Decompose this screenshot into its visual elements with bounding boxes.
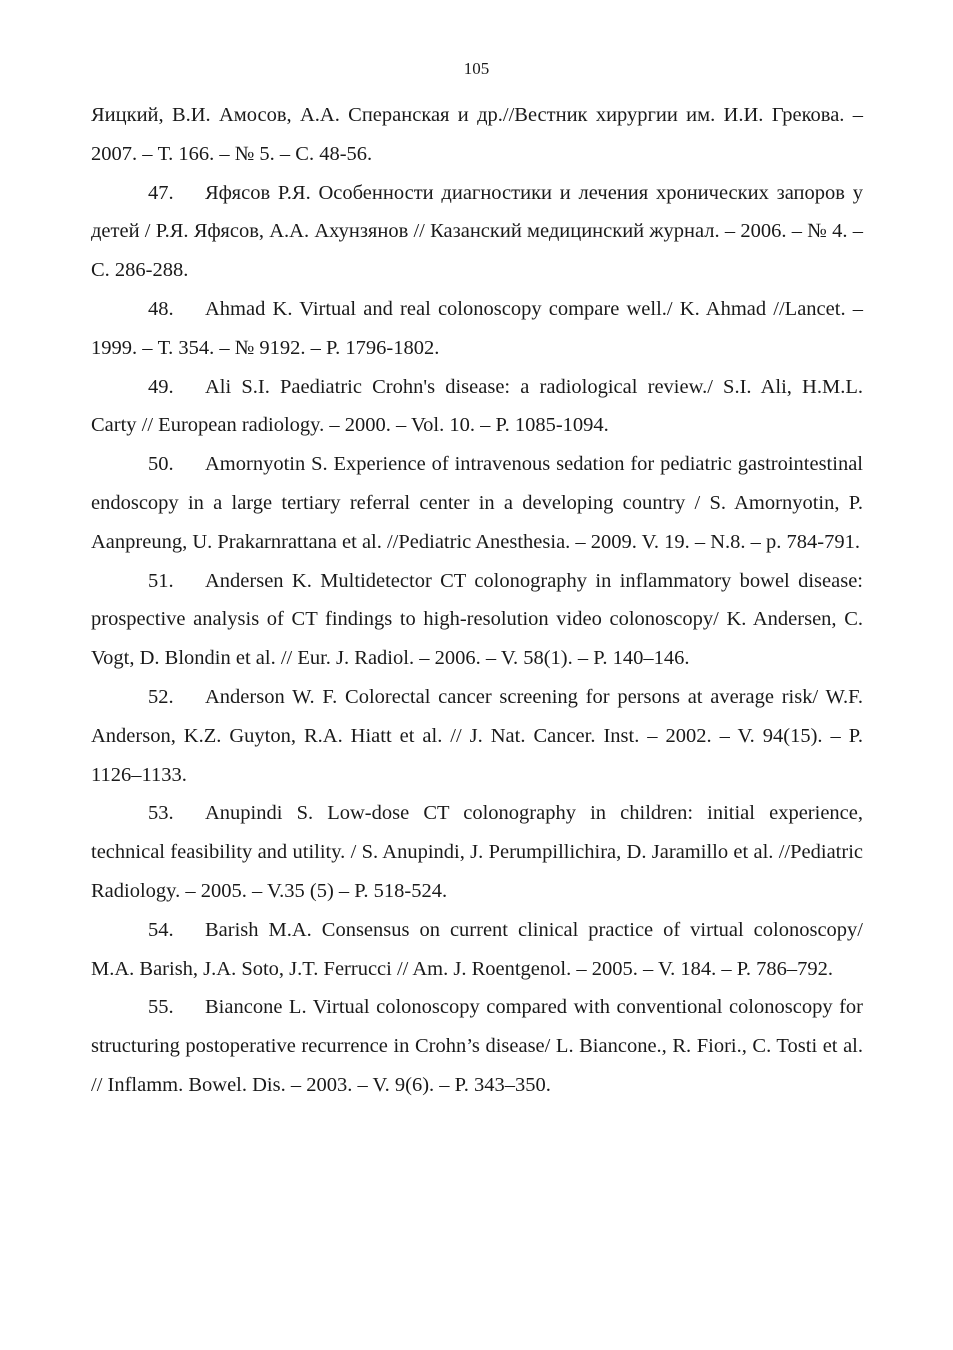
reference-number: 55. [148, 996, 174, 1019]
reference-number: 53. [148, 802, 174, 825]
reference-number: 47. [148, 181, 174, 204]
reference-item [91, 794, 863, 910]
reference-text: Ali S.I. Paediatric Crohn's disease: a radiological review./ S.I. Ali, H.M.L. Carty // European radiology. – 2000. – Vol. 10. – P. 1085-1094. [91, 375, 863, 437]
reference-continuation: Яицкий, В.И. Амосов, А.А. Сперанская и др.//Вестник хирургии им. И.И. Грекова. – 2007. – Т. 166. – № 5. – С. 48-56. [91, 104, 863, 165]
reference-number: 49. [148, 375, 174, 398]
reference-text: Barish M.A. Consensus on current clinical practice of virtual colonoscopy/ M.A. Barish, J.A. Soto, J.T. Ferrucci // Am. J. Roentgenol. – 2005. – V. 184. – P. 786–792. [91, 918, 863, 980]
reference-item [91, 911, 863, 989]
reference-number: 48. [148, 297, 174, 320]
reference-number: 54. [148, 918, 174, 941]
reference-text: Amornyotin S. Experience of intravenous sedation for pediatric gastrointestinal endoscopy in a large tertiary referral center in a developing country / S. Amornyotin, P. Aanpreung, U. Prakarnrattana et al. //Pediatric Anesthesia. – 2009. V. 19. – N.8. – p. 784-791. [91, 453, 863, 553]
reference-text: Anderson W. F. Colorectal cancer screening for persons at average risk/ W.F. Anderson, K.Z. Guyton, R.A. Hiatt et al. // J. Nat. Cancer. Inst. – 2002. – V. 94(15). – P. 1126–1133. [91, 685, 863, 786]
reference-item [91, 290, 863, 368]
reference-text: Andersen K. Multidetector CT colonography in inflammatory bowel disease: prospective analysis of CT findings to high-resolution video colonoscopy/ K. Andersen, C. Vogt, D. Blondin et al. // Eur. J. Radiol. – 2006. – V. 58(1). – P. 140–146. [91, 569, 863, 670]
reference-item [91, 368, 863, 446]
reference-text: Biancone L. Virtual colonoscopy compared with conventional colonoscopy for structuring postoperative recurrence in Crohn’s disease/ L. Biancone., R. Fiori., C. Tosti et al. // Inflamm. Bowel. Dis. – 2003. – V. 9(6). – P. 343–350. [91, 996, 863, 1096]
reference-list [91, 96, 863, 1105]
page-number: 105 [463, 59, 490, 78]
reference-item [91, 678, 863, 794]
reference-text: Яфясов Р.Я. Особенности диагностики и лечения хронических запоров у детей / Р.Я. Яфясов, А.А. Ахунзянов // Казанский медицинский журнал. – 2006. – № 4. – С. 286-288. [91, 181, 863, 282]
reference-item [91, 174, 863, 290]
reference-number: 51. [148, 569, 174, 592]
reference-number: 50. [148, 453, 174, 476]
reference-item [91, 988, 863, 1104]
reference-item [91, 562, 863, 678]
reference-text: Ahmad K. Virtual and real colonoscopy compare well./ K. Ahmad //Lancet. – 1999. – Т. 354. – № 9192. – P. 1796-1802. [91, 297, 863, 359]
reference-number: 52. [148, 685, 174, 708]
reference-text: Anupindi S. Low-dose CT colonography in children: initial experience, technical feasibility and utility. / S. Anupindi, J. Perumpillichira, D. Jaramillo et al. //Pediatric Radiology. – 2005. – V.35 (5) – P. 518-524. [91, 802, 863, 902]
reference-item [91, 445, 863, 561]
